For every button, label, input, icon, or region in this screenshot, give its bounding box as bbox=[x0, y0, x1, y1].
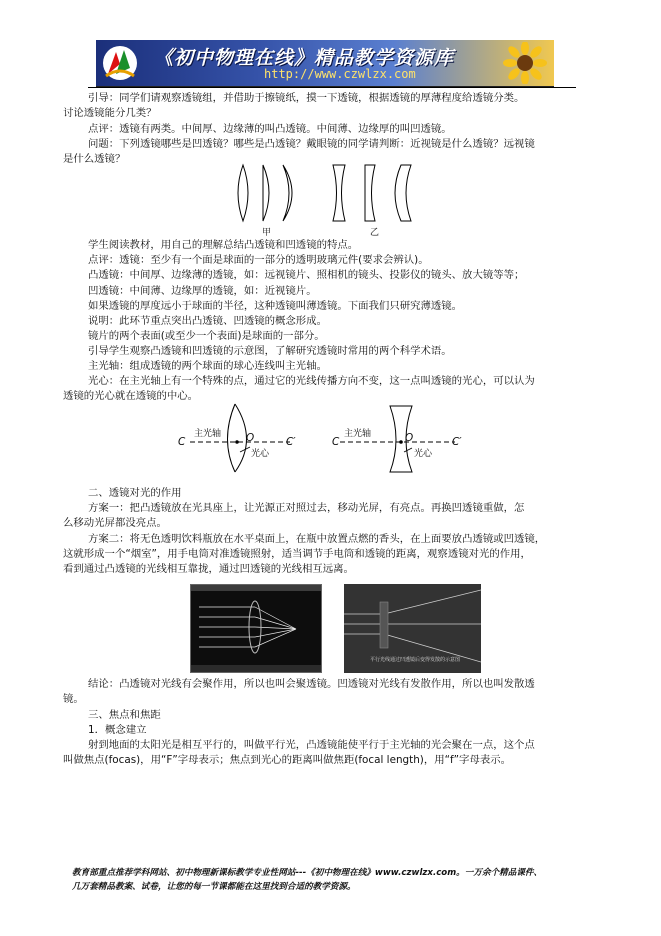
para-question: 问题：下列透镜哪些是凹透镜？哪些是凸透镜？戴眼镜的同学请判断：近视镜是什么透镜？远视镜 bbox=[88, 138, 535, 150]
para-plan1-2: 么移动光屏都没亮点。 bbox=[63, 517, 167, 529]
fig2-center-left: 光心 bbox=[251, 449, 270, 459]
para-guide: 引导：同学们请观察透镜组，并借助于擦镜纸，摸一下透镜，根据透镜的厚薄程度给透镜分类。 bbox=[88, 92, 525, 104]
concave-lens-photo bbox=[344, 584, 481, 673]
para-optical-center-2: 透镜的光心就在透镜的中心。 bbox=[63, 390, 199, 402]
fig1-label-b: 乙 bbox=[370, 228, 380, 238]
para-plan2-3: 看到通过凸透镜的光线相互靠拢，通过凹透镜的光线相互远离。 bbox=[63, 563, 354, 575]
fig1-label-a: 甲 bbox=[262, 228, 272, 238]
para-concave: 凹透镜：中间薄、边缘厚的透镜，如：近视镜片。 bbox=[88, 285, 317, 297]
para-note: 说明：此环节重点突出凸透镜、凹透镜的概念形成。 bbox=[88, 315, 327, 327]
para-thin-lens: 如果透镜的厚度远小于球面的半径，这种透镜叫薄透镜。下面我们只研究薄透镜。 bbox=[88, 300, 463, 312]
banner-title: 《初中物理在线》精品教学资源库 bbox=[154, 47, 455, 69]
optical-center-dot bbox=[235, 440, 239, 444]
para-lens-def: 点评：透镜：至少有一个面是球面的一部分的透明玻璃元件(要求会辨认)。 bbox=[88, 254, 429, 266]
fig2-c2-left: C′ bbox=[286, 436, 296, 448]
fig2-axis-left: 主光轴 bbox=[194, 429, 222, 439]
para-comment: 点评：透镜有两类。中间厚、边缘薄的叫凸透镜。中间薄、边缘厚的叫凹透镜。 bbox=[88, 123, 452, 135]
fig2-c-left: C bbox=[178, 436, 186, 448]
subheading-concept: 1．概念建立 bbox=[88, 724, 147, 736]
section-heading-3: 三、焦点和焦距 bbox=[88, 709, 161, 721]
para-plan2-2: 这就形成一个“烟室”，用手电筒对准透镜照射，适当调节手电筒和透镜的距离，观察透镜对光的作用， bbox=[63, 548, 531, 560]
para-focus-2: 叫做焦点(focas)，用“F”字母表示；焦点到光心的距离叫做焦距(focal length)，用“f”字母表示。 bbox=[63, 754, 512, 766]
para-focus: 射到地面的太阳光是相互平行的，叫做平行光，凸透镜能使平行于主光轴的光会聚在一点，这个点 bbox=[88, 739, 535, 751]
para-optical-center: 光心：在主光轴上有一个特殊的点，通过它的光线传播方向不变，这一点叫透镜的光心，可以认为 bbox=[88, 375, 535, 387]
para-plan2: 方案二：将无色透明饮料瓶放在水平桌面上，在瓶中放置点燃的香头，在上面要放凸透镜或凹透镜， bbox=[88, 533, 546, 545]
para-surfaces: 镜片的两个表面(或至少一个表面)是球面的一部分。 bbox=[88, 330, 325, 342]
para-conclusion-2: 镜。 bbox=[63, 693, 84, 705]
header-banner bbox=[96, 40, 554, 87]
lens-shapes-figure bbox=[225, 163, 425, 225]
fig2-center-right: 光心 bbox=[414, 449, 433, 459]
fig2-c-right: C bbox=[332, 436, 340, 448]
para-guide-2: 讨论透镜能分几类？ bbox=[63, 107, 157, 119]
sunflower-icon bbox=[502, 42, 548, 84]
para-axis: 主光轴：组成透镜的两个球面的球心连线叫主光轴。 bbox=[88, 360, 327, 372]
para-guide-terms: 引导学生观察凸透镜和凹透镜的示意图，了解研究透镜时常用的两个科学术语。 bbox=[88, 345, 452, 357]
para-read: 学生阅读教材，用自己的理解总结凸透镜和凹透镜的特点。 bbox=[88, 239, 359, 251]
section-heading-2: 二、透镜对光的作用 bbox=[88, 487, 182, 499]
para-convex: 凸透镜：中间厚、边缘薄的透镜，如：远视镜片、照相机的镜头、投影仪的镜头、放大镜等等； bbox=[88, 269, 525, 281]
para-plan1: 方案一：把凸透镜放在光具座上，让光源正对照过去，移动光屏，有亮点。再换凹透镜重做，怎 bbox=[88, 502, 525, 514]
para-question-2: 是什么透镜？ bbox=[63, 153, 126, 165]
footer-line-1: 教育部重点推荐学科网站、初中物理新课标教学专业性网站---《初中物理在线》www.czwlzx.com。一万余个精品课件、 bbox=[72, 868, 543, 878]
optical-center-dot-2 bbox=[399, 440, 403, 444]
logo-icon bbox=[102, 44, 138, 82]
fig2-c2-right: C′ bbox=[452, 436, 462, 448]
footer-line-2: 几万套精品教案、试卷，让您的每一节课都能在这里找到合适的教学资源。 bbox=[72, 882, 356, 892]
footer bbox=[72, 866, 542, 894]
header-rule bbox=[88, 87, 576, 88]
convex-lens-photo bbox=[190, 584, 322, 673]
principal-axis-figure bbox=[180, 402, 480, 474]
photo2-caption: 平行光线通过凹透镜后变得发散的示意图 bbox=[370, 657, 461, 663]
para-conclusion: 结论：凸透镜对光线有会聚作用，所以也叫会聚透镜。凹透镜对光线有发散作用，所以也叫发散透 bbox=[88, 678, 535, 690]
fig2-axis-right: 主光轴 bbox=[344, 429, 372, 439]
banner-url[interactable]: http://www.czwlzx.com bbox=[264, 67, 416, 81]
fig2-o-right: O bbox=[405, 432, 414, 444]
fig2-o-left: O bbox=[246, 432, 255, 444]
